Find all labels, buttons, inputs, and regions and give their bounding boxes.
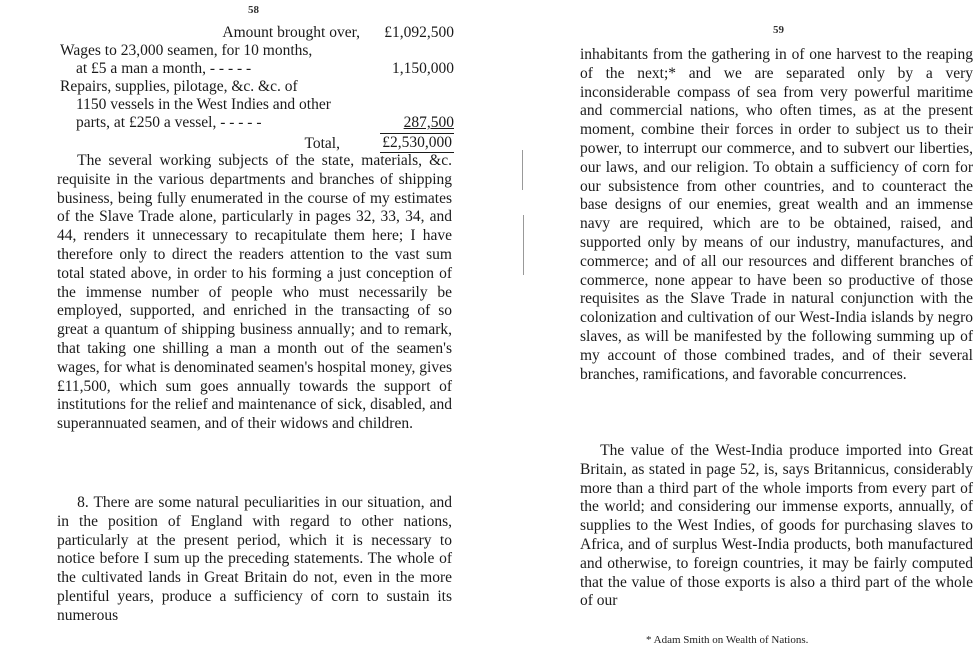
left-paragraph-1-text: The several working subjects of the state, materials, &c. requisite in the various departments and branches of shipping business, being fully enumerated in the course of my estimates of the Slave Trade alone, particularly in pages 32, 33, 34, and 44, renders it unnecessary to recapitulate them here; I have therefore only to direct the readers attention to the vast sum total stated above, in order to his forming a just conception of the immense number of people who must necessarily be employed, supported, and enriched in the transacting of so great a quantum of shipping business annually; and to remark, that taking one shilling a man a month out of the seamen's wages, for what is denominated seamen's hospital money, gives £11,500, which sum goes annually towards the support of institutions for the relief and maintenance of sick, disabled, and superannuated seamen, and of their widows and children. [57, 152, 452, 433]
repairs-line-1: Repairs, supplies, pilotage, &c. &c. of [60, 78, 298, 95]
total-label: Total, [304, 135, 340, 152]
account-table [60, 24, 454, 153]
left-paragraph-2 [57, 494, 452, 626]
left-paragraph-2-text: 8. There are some natural peculiarities in our situation, and in the position of England with regard to other nations, particularly at the present period, which it is necessary to notice before I sum up the preceding statements. The whole of the cultivated lands in Great Britain do not, even in the more plentiful years, produce a sufficiency of corn to sustain its numerous [57, 494, 452, 624]
left-paragraph-1 [57, 152, 452, 434]
left-page-number: 58 [248, 4, 259, 16]
gutter-shadow-bottom [523, 215, 524, 275]
wages-line-2: at £5 a man a month, - - - - - [76, 60, 252, 77]
brought-over-amount: £1,092,500 [384, 24, 454, 41]
repairs-amount: 287,500 [403, 114, 454, 131]
footnote: * Adam Smith on Wealth of Nations. [646, 634, 809, 646]
account-row-brought-over [60, 24, 454, 42]
repairs-line-3: parts, at £250 a vessel, - - - - - [76, 114, 262, 131]
total-amount-wrap [364, 133, 454, 153]
wages-amount: 1,150,000 [392, 60, 454, 77]
wages-label [60, 42, 364, 78]
repairs-line-2: 1150 vessels in the West Indies and other [76, 96, 331, 113]
right-paragraph-2-text: The value of the West-India produce imported into Great Britain, as stated in page 52, is, says Britannicus, considerably more than a third part of the whole imports from every part of the world; and considering our immense exports, annually, of supplies to the West Indies, of goods for purchasing slaves to Africa, and of surplus West-India products, both manufactured and otherwise, to foreign countries, it may be fairly computed that the value of those exports is also a third part of the whole of our [580, 442, 973, 610]
right-page-number: 59 [773, 24, 784, 36]
brought-over-label: Amount brought over, [222, 24, 360, 41]
account-row-wages [60, 42, 454, 78]
gutter-shadow-top [522, 150, 523, 190]
repairs-label [60, 78, 364, 132]
right-paragraph-1 [580, 46, 973, 384]
total-amount: £2,530,000 [382, 134, 452, 151]
account-row-total [60, 133, 454, 153]
right-paragraph-1-text: inhabitants from the gathering in of one harvest to the reaping of the next;* and we are separated only by a very inconsiderable compass of sea from very powerful maritime and commercial nations, who often times, as at the present moment, combine their forces in order to subject us to their power, to interrupt our commerce, and to subvert our liberties, our laws, and our religion. To obtain a sufficiency of corn for our subsistence from other countries, and to counteract the base designs of our enemies, great wealth and an immense navy are required, which are to be obtained, raised, and supported only by means of our industry, manufactures, and commerce; and of all our resources and different branches of commerce, none appear to have been so productive of those requisites as the Slave Trade in natural conjunction with the colonization and cultivation of our West-India islands by negro slaves, as will be manifested by the following summing up of my account of those combined trades, and of their several branches, ramifications, and favorable concurrences. [580, 46, 973, 383]
right-paragraph-2 [580, 442, 973, 611]
account-row-repairs [60, 78, 454, 132]
wages-line-1: Wages to 23,000 seamen, for 10 months, [60, 42, 313, 59]
